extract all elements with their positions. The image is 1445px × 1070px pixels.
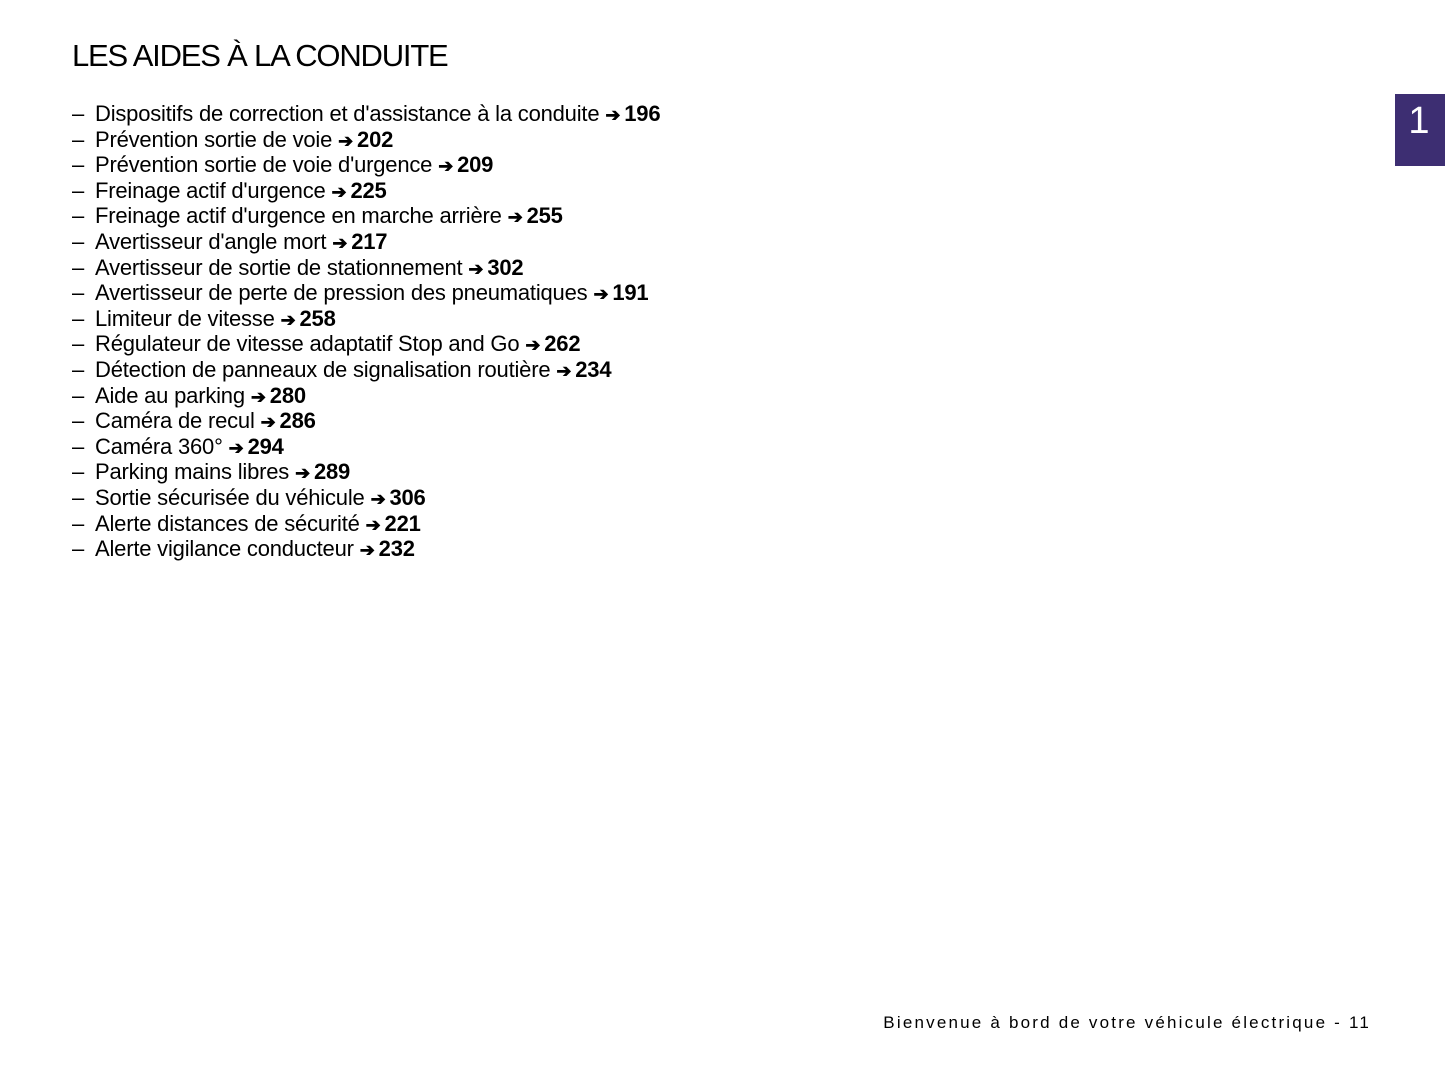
arrow-right-icon: ➔: [556, 360, 572, 381]
list-item: [72, 383, 660, 409]
dash: –: [72, 305, 85, 331]
dash: –: [72, 356, 85, 382]
item-label: Prévention sortie de voie d'urgence: [95, 152, 433, 178]
item-label: Sortie sécurisée du véhicule: [95, 484, 365, 510]
item-label: Avertisseur d'angle mort: [95, 228, 327, 254]
list-item: [72, 101, 660, 127]
page-reference-link[interactable]: 217: [351, 228, 388, 254]
arrow-right-icon: ➔: [280, 309, 296, 330]
dash: –: [72, 408, 85, 434]
dash: –: [72, 101, 85, 126]
dash: –: [72, 126, 85, 152]
page-footer: Bienvenue à bord de votre véhicule électrique - 11: [883, 1013, 1371, 1032]
item-label: Dispositifs de correction et d'assistance à la conduite: [95, 101, 600, 126]
list-item: [72, 127, 660, 153]
list-item: [72, 280, 660, 306]
page-reference-link[interactable]: 294: [247, 433, 284, 459]
list-item: [72, 229, 660, 255]
arrow-right-icon: ➔: [370, 488, 386, 509]
list-item: [72, 203, 660, 229]
item-label: Caméra de recul: [95, 408, 255, 434]
arrow-right-icon: ➔: [228, 437, 244, 458]
dash: –: [72, 382, 85, 408]
dash: –: [72, 459, 85, 485]
arrow-right-icon: ➔: [605, 105, 621, 125]
dash: –: [72, 510, 85, 536]
arrow-right-icon: ➔: [338, 130, 354, 151]
chapter-number: 1: [1408, 100, 1430, 142]
item-label: Détection de panneaux de signalisation routière: [95, 356, 551, 382]
page-title: LES AIDES À LA CONDUITE: [72, 38, 448, 73]
item-label: Limiteur de vitesse: [95, 305, 275, 331]
arrow-right-icon: ➔: [295, 463, 310, 484]
page-reference-link[interactable]: 262: [544, 331, 581, 357]
page-reference-link[interactable]: 302: [487, 254, 524, 280]
list-item: [72, 536, 660, 562]
list-item: [72, 459, 660, 485]
list-item: [72, 485, 660, 511]
arrow-right-icon: ➔: [332, 232, 348, 253]
dash: –: [72, 433, 85, 459]
arrow-right-icon: ➔: [507, 207, 523, 228]
item-label: Freinage actif d'urgence en marche arrière: [95, 203, 502, 229]
page-reference-link[interactable]: 286: [279, 408, 316, 434]
dash: –: [72, 203, 85, 229]
dash: –: [72, 280, 85, 306]
item-label: Parking mains libres: [95, 459, 290, 485]
page-reference-link[interactable]: 255: [526, 203, 563, 229]
page-reference-link[interactable]: 289: [313, 459, 351, 485]
item-label: Freinage actif d'urgence: [95, 177, 326, 203]
arrow-right-icon: ➔: [250, 386, 266, 407]
item-label: Alerte distances de sécurité: [95, 510, 360, 536]
dash: –: [72, 254, 85, 280]
item-label: Avertisseur de perte de pression des pneumatiques: [95, 280, 588, 306]
list-item: [72, 178, 660, 204]
page-reference-link[interactable]: 202: [357, 126, 394, 152]
item-label: Avertisseur de sortie de stationnement: [95, 254, 463, 280]
arrow-right-icon: ➔: [468, 258, 484, 279]
dash: –: [72, 228, 85, 254]
page-reference-link[interactable]: 191: [612, 280, 649, 306]
chapter-tab: [1395, 94, 1445, 166]
page-reference-link[interactable]: 306: [389, 484, 426, 510]
arrow-right-icon: ➔: [359, 540, 375, 561]
list-item: [72, 331, 660, 357]
page-reference-link[interactable]: 258: [299, 305, 336, 331]
item-label: Caméra 360°: [95, 433, 223, 459]
page-reference-link[interactable]: 196: [624, 101, 661, 126]
item-label: Régulateur de vitesse adaptatif Stop and Go: [95, 331, 520, 357]
item-label: Aide au parking: [95, 382, 245, 408]
arrow-right-icon: ➔: [365, 514, 381, 535]
dash: –: [72, 331, 85, 357]
page-reference-link[interactable]: 209: [457, 152, 494, 178]
page-reference-link[interactable]: 225: [350, 177, 387, 203]
item-label: Prévention sortie de voie: [95, 126, 333, 152]
page-reference-link[interactable]: 221: [384, 510, 421, 536]
dash: –: [72, 484, 85, 510]
page-reference-link[interactable]: 232: [378, 536, 415, 562]
dash: –: [72, 177, 85, 203]
arrow-right-icon: ➔: [525, 335, 541, 356]
page-reference-link[interactable]: 280: [269, 382, 306, 408]
list-item: [72, 357, 660, 383]
arrow-right-icon: ➔: [593, 284, 609, 305]
page-reference-link[interactable]: 234: [575, 356, 612, 382]
list-item: [72, 434, 660, 460]
arrow-right-icon: ➔: [438, 156, 454, 177]
list-item: [72, 255, 660, 281]
dash: –: [72, 152, 85, 178]
item-label: Alerte vigilance conducteur: [95, 536, 354, 562]
feature-list: [72, 101, 660, 562]
dash: –: [72, 536, 85, 562]
list-item: [72, 306, 660, 332]
list-item: [72, 152, 660, 178]
list-item: [72, 511, 660, 537]
list-item: [72, 408, 660, 434]
arrow-right-icon: ➔: [260, 412, 276, 433]
arrow-right-icon: ➔: [331, 181, 347, 202]
